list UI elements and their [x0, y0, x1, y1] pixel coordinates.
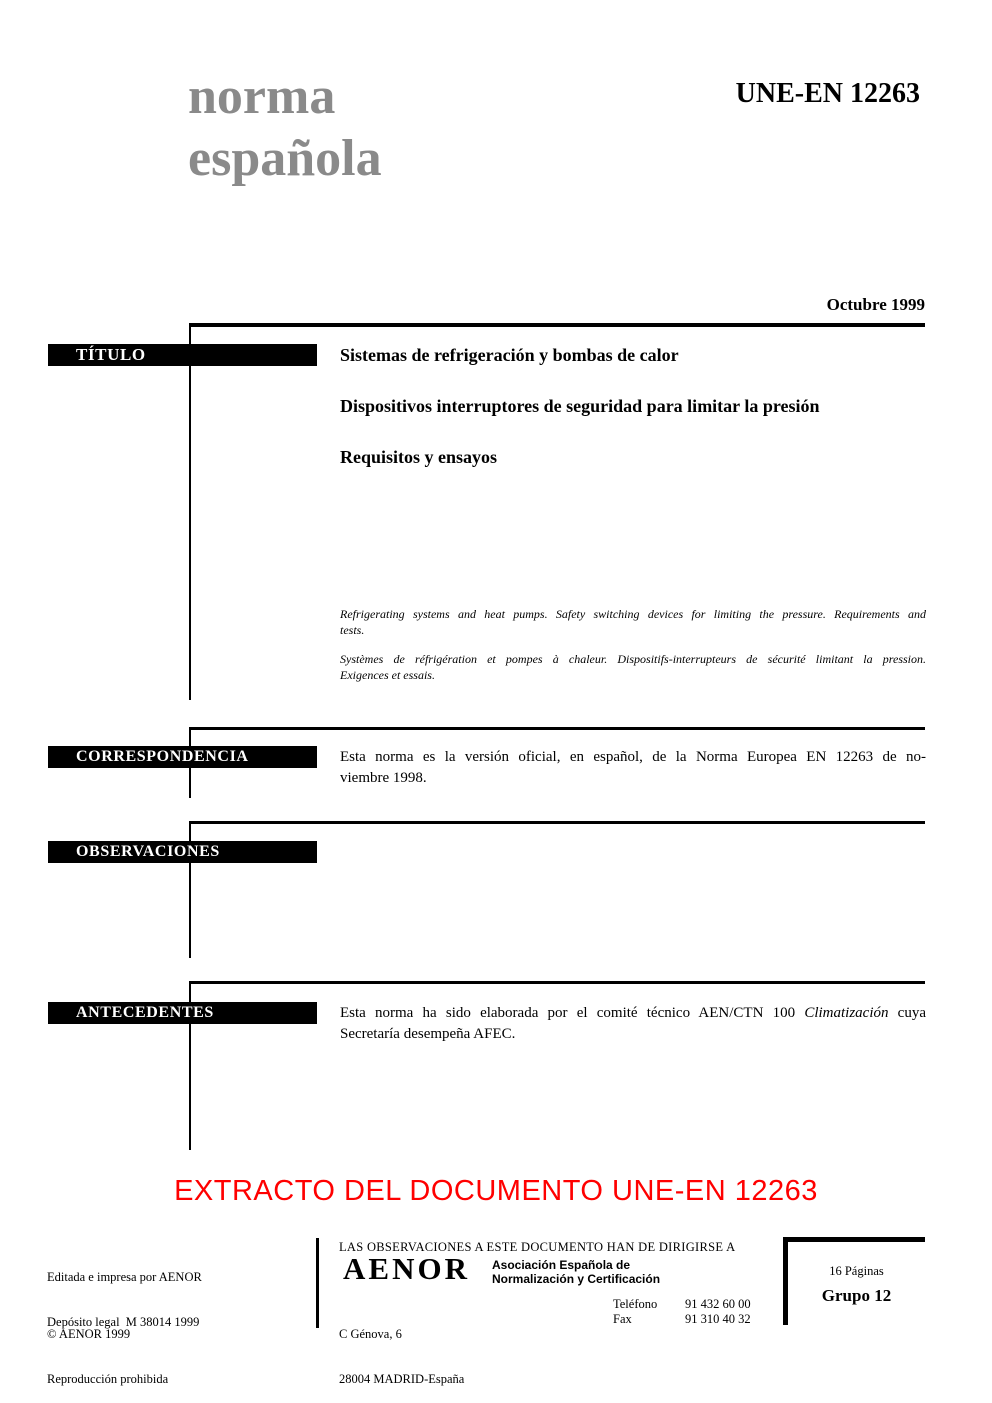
logo-line-1: norma — [188, 68, 336, 125]
french-abstract-line-1: Systèmes de réfrigération et pompes à chaleur. Dispositifs-interrupteurs de sécurité limitant la pression. — [340, 652, 926, 666]
aenor-org-line-1: Asociación Española de — [492, 1258, 631, 1272]
correspondencia-line-2: viembre 1998. — [340, 770, 427, 786]
footer-imprint-line-1: Editada e impresa por AENOR — [47, 1270, 202, 1284]
aenor-org-name — [492, 1258, 660, 1286]
titulo-label: TÍTULO — [76, 345, 146, 364]
pages-group-box — [783, 1237, 925, 1325]
footer-copyright-line-2: Reproducción prohibida — [47, 1372, 169, 1386]
english-abstract-line-1: Refrigerating systems and heat pumps. Safety switching devices for limiting the pressure. Requirements and — [340, 607, 926, 621]
french-abstract — [340, 652, 926, 683]
antecedentes-text — [340, 1003, 926, 1045]
aenor-logo: AENOR — [343, 1251, 470, 1286]
footer-notice: LAS OBSERVACIONES A ESTE DOCUMENTO HAN DE DIRIGIRSE A — [339, 1240, 736, 1254]
document-code: UNE-EN 12263 — [735, 78, 920, 109]
page-count: 16 Páginas — [829, 1264, 884, 1278]
antecedentes-line-2: Secretaría desempeña AFEC. — [340, 1026, 516, 1042]
titulo-label-box — [48, 344, 317, 366]
correspondencia-line-1: Esta norma es la versión oficial, en español, de la Norma Europea EN 12263 de no- — [340, 749, 926, 765]
footer-copyright — [47, 1297, 168, 1403]
footer-imprint-line-2: Depósito legal M 38014 1999 — [47, 1315, 200, 1329]
correspondencia-top-rule — [190, 727, 925, 730]
antecedentes-label-box — [48, 1002, 317, 1024]
titulo-top-rule — [190, 323, 925, 327]
footer-divider-rule — [316, 1238, 319, 1328]
aenor-contact — [613, 1297, 751, 1327]
extracto-banner: EXTRACTO DEL DOCUMENTO UNE-EN 12263 — [174, 1175, 818, 1207]
correspondencia-text — [340, 747, 926, 789]
antecedentes-line-1-italic: Climatización — [804, 1005, 889, 1021]
fax-value: 91 310 40 32 — [685, 1312, 751, 1326]
observaciones-top-rule — [190, 821, 925, 824]
footer-copyright-line-1: © AENOR 1999 — [47, 1327, 131, 1341]
phone-label: Teléfono — [613, 1297, 658, 1311]
antecedentes-line-1-after: cuya — [888, 1005, 926, 1021]
aenor-address-line-1: C Génova, 6 — [339, 1327, 402, 1341]
aenor-address — [339, 1297, 464, 1403]
antecedentes-line-1-before: Esta norma ha sido elaborada por el comité técnico AEN/CTN 100 — [340, 1005, 805, 1021]
aenor-org-line-2: Normalización y Certificación — [492, 1272, 661, 1286]
group-number: Grupo 12 — [821, 1286, 892, 1305]
correspondencia-label-box — [48, 746, 317, 768]
aenor-address-line-2: 28004 MADRID-España — [339, 1372, 465, 1386]
observaciones-label-box — [48, 841, 317, 863]
title-line-3: Requisitos y ensayos — [340, 447, 498, 467]
phone-value: 91 432 60 00 — [685, 1297, 751, 1311]
english-abstract-line-2: tests. — [340, 622, 365, 637]
observaciones-label: OBSERVACIONES — [76, 843, 220, 860]
french-abstract-line-2: Exigences et essais. — [340, 667, 435, 682]
logo-line-2: española — [188, 130, 382, 187]
norma-espanola-logo — [188, 66, 382, 190]
fax-label: Fax — [613, 1312, 632, 1326]
antecedentes-top-rule — [190, 981, 925, 984]
title-line-2: Dispositivos interruptores de seguridad para limitar la presión — [340, 396, 820, 416]
english-abstract — [340, 607, 926, 638]
publication-date: Octubre 1999 — [826, 295, 925, 314]
antecedentes-label: ANTECEDENTES — [76, 1004, 214, 1021]
titulo-vertical-rule — [189, 323, 191, 700]
title-line-1: Sistemas de refrigeración y bombas de calor — [340, 345, 679, 365]
antecedentes-line-1 — [340, 1003, 926, 1024]
correspondencia-label: CORRESPONDENCIA — [76, 748, 249, 765]
